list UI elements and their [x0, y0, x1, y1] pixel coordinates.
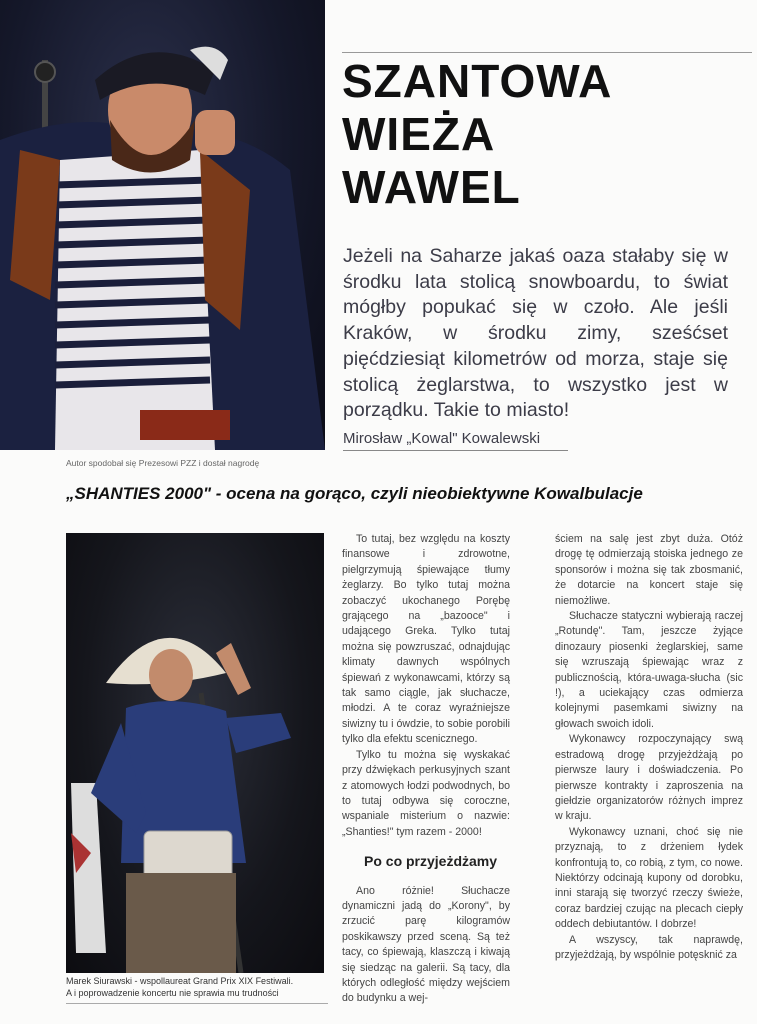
body-paragraph: To tutaj, bez względu na koszty finansowe i zdrowotne, pielgrzymują śpiewające tłumy żeglarzy. Bo tylko tutaj można zobaczyć ukochanego Porębę grającego na „bazooce" i udającego Greka. Tylko tutaj można się powzruszać, odnajdując klimaty dawnych wspólnych śpiewań z wykonawcami, którzy są tak samo ciągle, jak słuchacze, młodzi. A te coraz wyraźniejsze siwizny tu i ówdzie, to sobie porobili tylko dla efektu scenicznego. [342, 533, 510, 746]
photo-caption-top: Autor spodobał się Prezesowi PZZ i dostał nagrodę [66, 458, 260, 468]
author-byline: Mirosław „Kowal" Kowalewski [343, 430, 568, 451]
singer-conical-hat-image [66, 533, 324, 973]
body-paragraph: Tylko tu można się wyskakać przy dźwiękach perkusyjnych szant z atomowych łodzi podwodnych, bo to tutaj odbywa się coroczne, wspaniale misterium o nazwie: „Shanties!" tym razem - 2000! [342, 748, 510, 838]
body-paragraph: ściem na salę jest zbyt duża. Otóż drogę tę odmierzają stoiska jednego ze sponsorów i można się tak zbosmanić, że dotarcie na koncert staje się niemożliwe. [555, 533, 743, 607]
section-headline: „SHANTIES 2000" - ocena na gorąco, czyli nieobiektywne Kowalbulacje [66, 484, 643, 503]
body-paragraph: Wykonawcy uznani, choć się nie przyznają, to z drżeniem łydek konfrontują to, co robią, z tym, co nowe. Niektórzy odcinają kupony od dorobku, inni starają się tworzyć rzeczy świeże, coraz bardziej czując na plecach ciepły oddech debiutantów. I dobrze! [555, 825, 743, 931]
title-line: WIEŻA [342, 108, 496, 160]
photo-caption-bottom [66, 975, 326, 999]
caption-line: A i poprowadzenie koncertu nie sprawia mu trudności [66, 988, 279, 998]
body-paragraph: Wykonawcy rozpoczynający swą estradową drogę przyjeżdżają po pierwsze laury i doświadczenia. Po pierwsze kontrakty i zaproszenia na giełdzie organizatorów różnych imprez w kraju. [555, 733, 743, 823]
divider [66, 1003, 328, 1004]
body-paragraph: A wszyscy, tak naprawdę, przyjeżdżają, by wspólnie potęsknić za [555, 933, 743, 961]
body-paragraph: Ano różnie! Słuchacze dynamiczni jadą do „Korony", by zrzucić parę kilogramów poskikawszy przed sceną. Są też tacy, co śpiewają, klaszczą i kiwają się siedząc na galerii. Są tacy, dla których odległość między wejściem do budynku a wej- [342, 884, 510, 1005]
body-paragraph: Słuchacze statyczni wybierają raczej „Rotundę". Tam, jeszcze żyjące dinozaury piosenki żeglarskiej, same się wzruszają śpiewając wraz z publicznością, która-uwaga-słucha (sic !), a uciekający czas odmierza kolejnymi pasemkami siwizny na głowach swoich idoli. [555, 610, 743, 730]
singer-sailor-image [0, 0, 325, 450]
photo-singer-top [0, 0, 325, 450]
caption-line: Marek Siurawski - wspollaureat Grand Prix XIX Festiwali. [66, 976, 294, 986]
title-line: SZANTOWA [342, 52, 752, 108]
photo-singer-bottom [66, 533, 324, 973]
article-title [342, 52, 752, 214]
subheading: Po co przyjeżdżamy [364, 853, 498, 870]
title-line: WAWEL [342, 161, 521, 213]
article-column-2 [555, 532, 743, 963]
lead-paragraph: Jeżeli na Saharze jakaś oaza stałaby się w środku lata stolicą snowboardu, to świat mógłby popukać się w czoło. Ale jeśli Kraków, w środku zimy, sześćset pięćdziesiąt kilometrów od morza, staje się stolicą żeglarstwa, to wszystko jest w porządku. Takie to miasto! [343, 245, 728, 422]
article-column-1 [342, 532, 510, 1007]
